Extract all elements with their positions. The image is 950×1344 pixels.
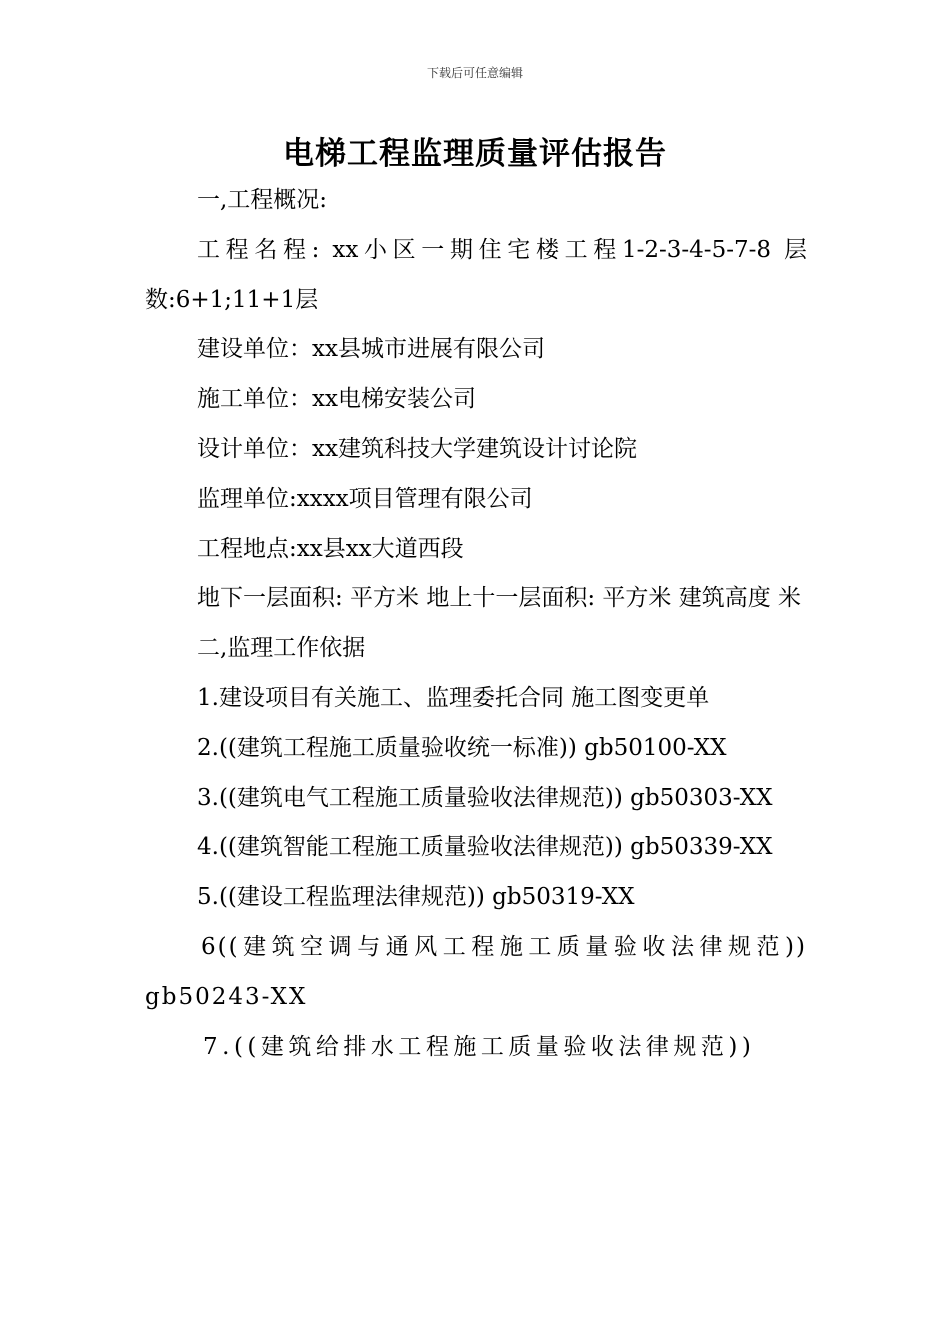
basis-item-2: 2.((建筑工程施工质量验收统一标准)) gb50100-XX: [197, 734, 727, 761]
project-location-line: 工程地点:xx县xx大道西段: [197, 535, 464, 562]
section-heading-basis: 二,监理工作依据: [197, 635, 366, 662]
header-note: 下载后可任意编辑: [426, 66, 523, 80]
construction-unit-line: 施工单位：xx电梯安装公司: [197, 386, 476, 413]
basis-item-3: 3.((建筑电气工程施工质量验收法律规范)) gb50303-XX: [197, 784, 773, 811]
basis-item-6: 6((建筑空调与通风工程施工质量验收法律规范)) gb50243-XX: [145, 933, 807, 1010]
document-body: [145, 176, 807, 1072]
basis-item-7: 7.((建筑给排水工程施工质量验收法律规范)): [203, 1033, 756, 1060]
basis-item-4: 4.((建筑智能工程施工质量验收法律规范)) gb50339-XX: [197, 834, 773, 861]
project-name-line: 工程名程: xx小区一期住宅楼工程1-2-3-4-5-7-8 层数:6+1;11+1层: [145, 236, 807, 313]
supervision-unit-line: 监理单位:xxxx项目管理有限公司: [197, 485, 533, 512]
design-unit-line: 设计单位：xx建筑科技大学建筑设计讨论院: [197, 435, 637, 462]
area-height-line: 地下一层面积: 平方米 地上十一层面积: 平方米 建筑高度 米: [197, 585, 802, 612]
basis-item-1: 1.建设项目有关施工、监理委托合同 施工图变更单: [197, 684, 710, 711]
section-heading-overview: 一,工程概况:: [197, 187, 328, 213]
client-unit-line: 建设单位：xx县城市进展有限公司: [197, 336, 545, 363]
basis-item-5: 5.((建设工程监理法律规范)) gb50319-XX: [197, 884, 635, 911]
document-title: 电梯工程监理质量评估报告: [283, 136, 667, 172]
